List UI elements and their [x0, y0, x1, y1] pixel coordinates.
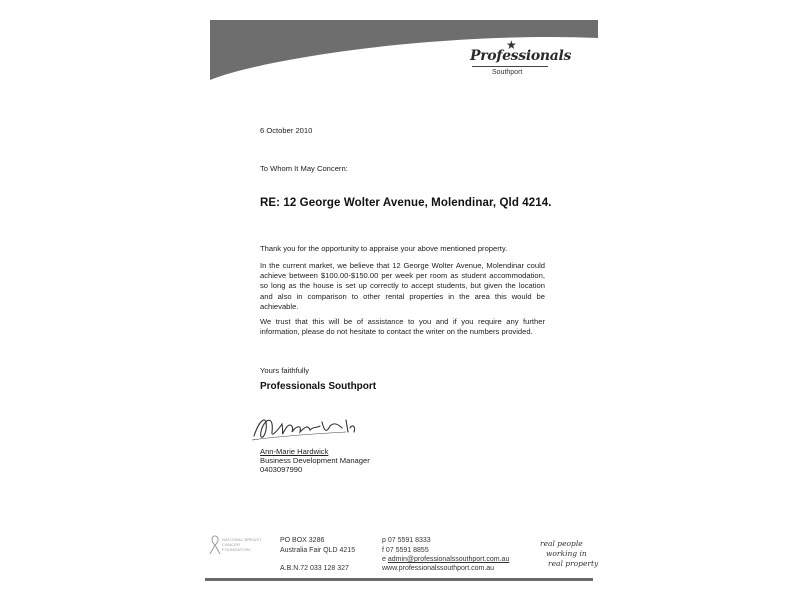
signer-phone: 0403097990	[260, 465, 303, 474]
signer-name: Ann-Marie Hardwick	[260, 447, 329, 456]
paragraph: Thank you for the opportunity to appraise your above mentioned property.	[260, 244, 508, 253]
logo-subtitle: Southport	[492, 69, 523, 76]
tagline-line: working in	[546, 549, 587, 558]
letter-date: 6 October 2010	[260, 126, 313, 135]
footer-divider	[205, 578, 593, 581]
footer-fax: f 07 5591 8855	[382, 547, 429, 554]
signer-title: Business Development Manager	[260, 456, 370, 465]
email-prefix: e	[382, 556, 388, 563]
footer-phone: p 07 5591 8333	[382, 537, 431, 544]
email-link[interactable]: admin@professionalssouthport.com.au	[387, 556, 510, 563]
subject-line: RE: 12 George Wolter Avenue, Molendinar, Qld 4214.	[260, 197, 552, 209]
company-logo	[470, 38, 572, 82]
closing: Yours faithfully	[260, 366, 310, 375]
ribbon-caption: NATIONAL BREAST CANCER FOUNDATION	[222, 537, 262, 552]
footer-website[interactable]: www.professionalssouthport.com.au	[382, 565, 495, 572]
abn: A.B.N.72 033 128 327	[280, 565, 349, 572]
company-name: Professionals Southport	[260, 381, 377, 392]
tagline-line: real property	[548, 559, 599, 568]
tagline-line: real people	[540, 539, 583, 548]
po-box: PO BOX 3286	[280, 537, 325, 544]
paragraph: We trust that this will be of assistance to you and if you require any further information, please do not hesitate to contact the writer on the numbers provided.	[260, 317, 545, 337]
salutation: To Whom It May Concern:	[260, 164, 348, 173]
tagline	[540, 536, 604, 572]
star-icon: ★	[506, 38, 517, 52]
signature	[250, 410, 360, 444]
paragraph: In the current market, we believe that 12 George Wolter Avenue, Molendinar could achieve between $100.00-$150.00 per week per room as student accommodation, so long as the house is set up correctly to accept students, but given the location and also in comparison to other rental properties in the area this would be achievable.	[260, 261, 545, 311]
logo-wordmark: Professionals	[470, 48, 572, 64]
pink-ribbon-icon	[207, 534, 223, 556]
po-locality: Australia Fair QLD 4215	[280, 547, 356, 554]
logo-underline	[472, 66, 548, 67]
